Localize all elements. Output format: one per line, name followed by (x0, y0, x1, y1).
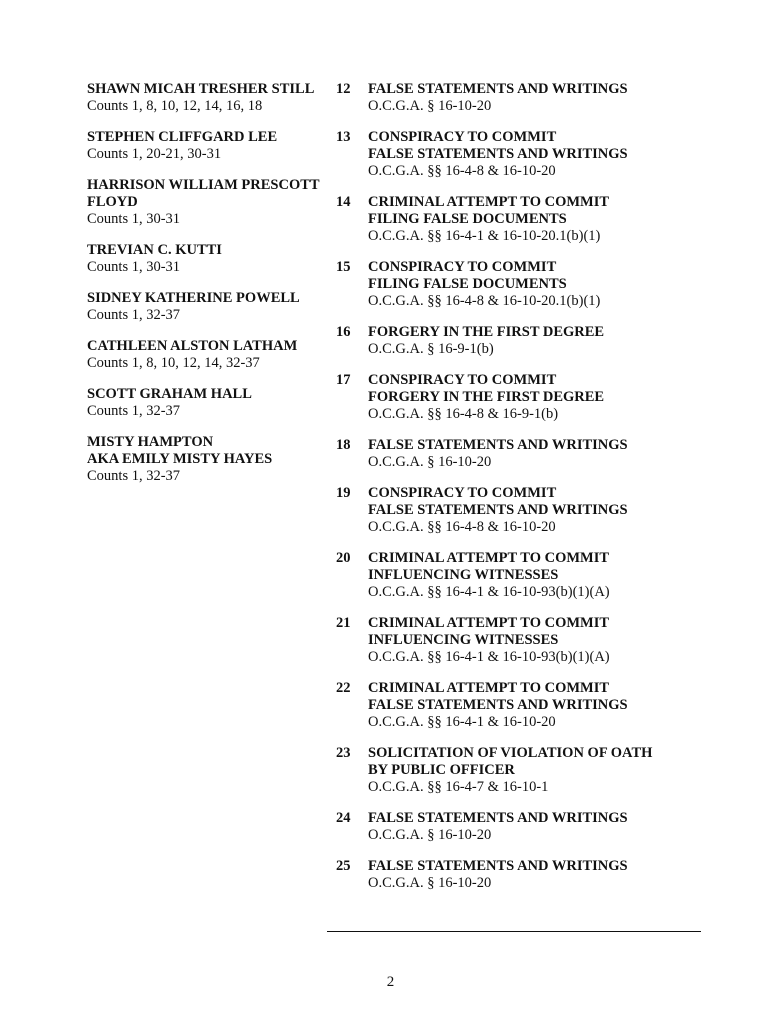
charge-title: FALSE STATEMENTS AND WRITINGS (368, 437, 628, 453)
charge-statute: O.C.G.A. §§ 16-4-1 & 16-10-20.1(b)(1) (368, 228, 601, 244)
charge-entry (336, 680, 736, 731)
defendant-name: HARRISON WILLIAM PRESCOTT FLOYD (87, 177, 320, 210)
charge-title: FALSE STATEMENTS AND WRITINGS (368, 858, 628, 874)
charge-entry (336, 194, 736, 245)
defendant-counts: Counts 1, 32-37 (87, 468, 181, 484)
charge-title: FORGERY IN THE FIRST DEGREE (368, 324, 605, 340)
charge-entry (336, 615, 736, 666)
defendant-name: MISTY HAMPTON AKA EMILY MISTY HAYES (87, 434, 273, 467)
defendant-name: STEPHEN CLIFFGARD LEE (87, 129, 278, 145)
charge-entry (336, 372, 736, 423)
charge-entry (336, 324, 736, 358)
charge-statute: O.C.G.A. §§ 16-4-8 & 16-9-1(b) (368, 406, 559, 422)
charge-entry (336, 259, 736, 310)
charge-entry (336, 745, 736, 796)
charge-statute: O.C.G.A. §§ 16-4-1 & 16-10-93(b)(1)(A) (368, 584, 610, 600)
charges-column (336, 81, 736, 906)
defendants-column (87, 81, 337, 499)
charge-entry (336, 129, 736, 180)
charge-number: 25 (336, 858, 351, 874)
charge-statute: O.C.G.A. §§ 16-4-8 & 16-10-20 (368, 519, 556, 535)
defendant-entry (87, 242, 337, 276)
defendant-counts: Counts 1, 8, 10, 12, 14, 32-37 (87, 355, 260, 371)
charge-entry (336, 550, 736, 601)
charge-entry (336, 437, 736, 471)
charge-title: FALSE STATEMENTS AND WRITINGS (368, 81, 628, 97)
charge-entry (336, 81, 736, 115)
charge-title: SOLICITATION OF VIOLATION OF OATH BY PUBLIC OFFICER (368, 745, 653, 778)
charge-statute: O.C.G.A. §§ 16-4-7 & 16-10-1 (368, 779, 549, 795)
charge-number: 16 (336, 324, 351, 340)
charge-entry (336, 810, 736, 844)
defendant-entry (87, 386, 337, 420)
defendant-entry (87, 81, 337, 115)
defendant-name: TREVIAN C. KUTTI (87, 242, 222, 258)
charge-statute: O.C.G.A. §§ 16-4-8 & 16-10-20 (368, 163, 556, 179)
charge-title: CRIMINAL ATTEMPT TO COMMIT FALSE STATEMENTS AND WRITINGS (368, 680, 628, 713)
defendant-counts: Counts 1, 32-37 (87, 403, 181, 419)
charge-number: 17 (336, 372, 351, 388)
charge-statute: O.C.G.A. §§ 16-4-1 & 16-10-20 (368, 714, 556, 730)
defendant-counts: Counts 1, 8, 10, 12, 14, 16, 18 (87, 98, 263, 114)
defendant-entry (87, 177, 337, 228)
defendant-name: SIDNEY KATHERINE POWELL (87, 290, 300, 306)
charge-entry (336, 485, 736, 536)
charge-statute: O.C.G.A. § 16-10-20 (368, 827, 492, 843)
charge-number: 18 (336, 437, 351, 453)
charge-title: CRIMINAL ATTEMPT TO COMMIT INFLUENCING WITNESSES (368, 550, 610, 583)
defendant-name: SHAWN MICAH TRESHER STILL (87, 81, 315, 97)
defendant-counts: Counts 1, 20-21, 30-31 (87, 146, 222, 162)
defendant-name: SCOTT GRAHAM HALL (87, 386, 252, 402)
defendant-counts: Counts 1, 30-31 (87, 211, 181, 227)
charge-number: 14 (336, 194, 351, 210)
defendant-name: CATHLEEN ALSTON LATHAM (87, 338, 298, 354)
charge-number: 15 (336, 259, 351, 275)
charge-statute: O.C.G.A. § 16-10-20 (368, 98, 492, 114)
charge-title: CONSPIRACY TO COMMIT FILING FALSE DOCUMENTS (368, 259, 567, 292)
defendant-entry (87, 434, 337, 485)
charge-title: CRIMINAL ATTEMPT TO COMMIT FILING FALSE DOCUMENTS (368, 194, 610, 227)
bottom-rule (327, 931, 701, 932)
charge-title: CONSPIRACY TO COMMIT FALSE STATEMENTS AND WRITINGS (368, 485, 628, 518)
defendant-entry (87, 129, 337, 163)
charge-entry (336, 858, 736, 892)
charge-title: CRIMINAL ATTEMPT TO COMMIT INFLUENCING WITNESSES (368, 615, 610, 648)
charge-title: FALSE STATEMENTS AND WRITINGS (368, 810, 628, 826)
charge-title: CONSPIRACY TO COMMIT FALSE STATEMENTS AND WRITINGS (368, 129, 628, 162)
charge-number: 22 (336, 680, 351, 696)
charge-title: CONSPIRACY TO COMMIT FORGERY IN THE FIRST DEGREE (368, 372, 605, 405)
defendant-entry (87, 338, 337, 372)
charge-statute: O.C.G.A. § 16-10-20 (368, 454, 492, 470)
defendant-counts: Counts 1, 32-37 (87, 307, 181, 323)
charge-number: 24 (336, 810, 351, 826)
charge-statute: O.C.G.A. § 16-10-20 (368, 875, 492, 891)
charge-number: 20 (336, 550, 351, 566)
page-number: 2 (386, 974, 395, 990)
defendant-counts: Counts 1, 30-31 (87, 259, 181, 275)
charge-statute: O.C.G.A. § 16-9-1(b) (368, 341, 494, 357)
charge-number: 21 (336, 615, 351, 631)
charge-statute: O.C.G.A. §§ 16-4-1 & 16-10-93(b)(1)(A) (368, 649, 610, 665)
charge-number: 23 (336, 745, 351, 761)
charge-statute: O.C.G.A. §§ 16-4-8 & 16-10-20.1(b)(1) (368, 293, 601, 309)
defendant-entry (87, 290, 337, 324)
charge-number: 13 (336, 129, 351, 145)
charge-number: 19 (336, 485, 351, 501)
charge-number: 12 (336, 81, 351, 97)
